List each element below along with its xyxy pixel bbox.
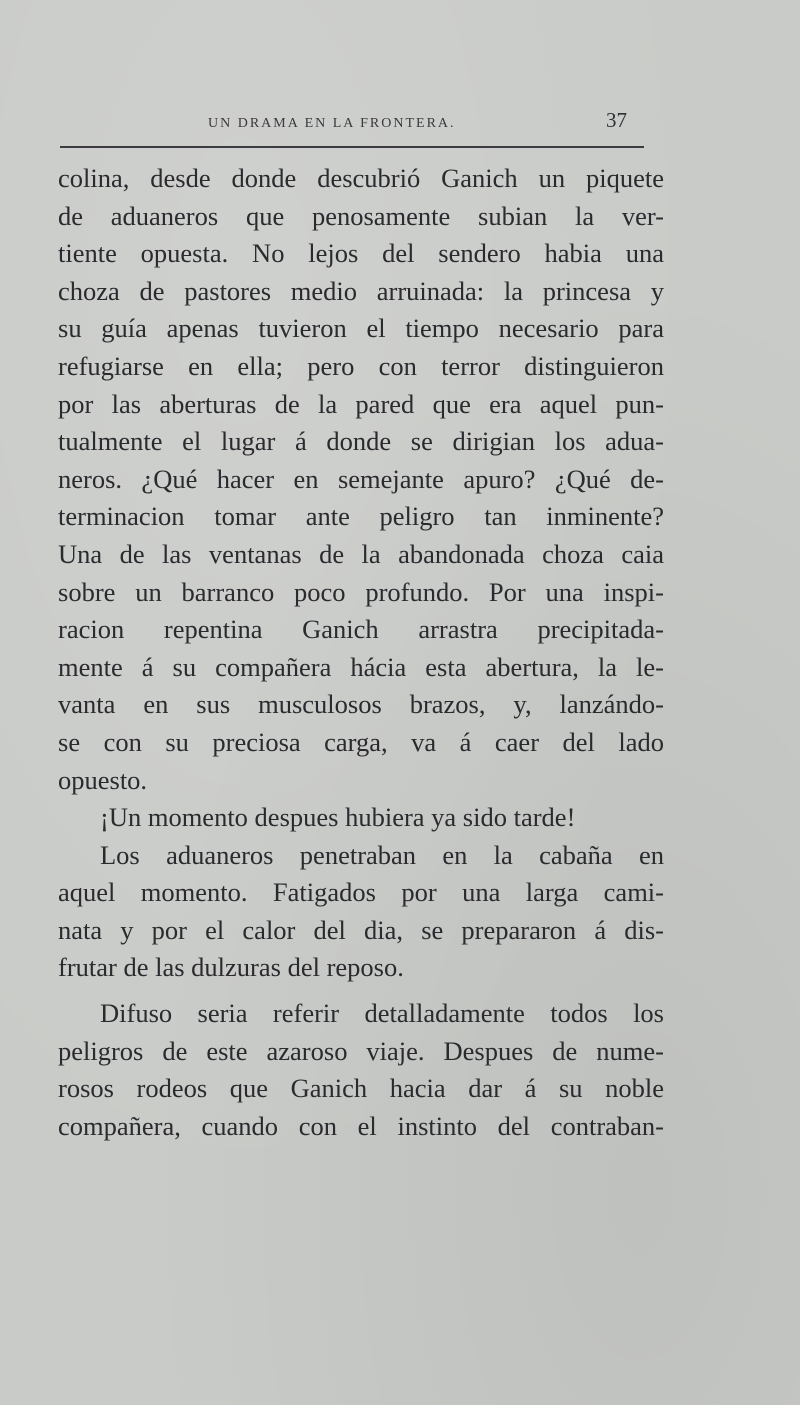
text-line: refugiarse en ella; pero con terror distinguieron [58, 350, 664, 381]
page-number: 37 [606, 108, 627, 132]
text-line: compañera, cuando con el instinto del contraban- [58, 1110, 664, 1141]
text-line: Difuso seria referir detalladamente todos los [100, 998, 664, 1029]
paragraph [58, 160, 664, 799]
text-line: su guía apenas tuvieron el tiempo necesario para [58, 313, 664, 344]
text-line: aquel momento. Fatigados por una larga cami- [58, 877, 664, 908]
text-line: choza de pastores medio arruinada: la princesa y [58, 275, 664, 306]
body-text [58, 160, 664, 1145]
text-line: de aduaneros que penosamente subian la ver- [58, 200, 664, 231]
header-rule [60, 146, 644, 148]
text-line: terminacion tomar ante peligro tan inminente? [58, 501, 664, 532]
text-line: frutar de las dulzuras del reposo. [58, 952, 404, 983]
running-title: UN DRAMA EN LA FRONTERA. [208, 116, 456, 131]
text-line: se con su preciosa carga, va á caer del lado [58, 726, 664, 757]
text-line: rosos rodeos que Ganich hacia dar á su noble [58, 1073, 664, 1104]
text-line: Una de las ventanas de la abandonada choza caia [58, 538, 664, 569]
text-line: racion repentina Ganich arrastra precipitada- [58, 614, 664, 645]
text-line: por las aberturas de la pared que era aquel pun- [58, 388, 664, 419]
paragraph [58, 995, 664, 1145]
text-line: Los aduaneros penetraban en la cabaña en [100, 839, 664, 870]
text-line: opuesto. [58, 764, 148, 795]
page-header [60, 108, 644, 148]
text-line: sobre un barranco poco profundo. Por una inspi- [58, 576, 664, 607]
text-line: nata y por el calor del dia, se prepararon á dis- [58, 914, 664, 945]
text-line: peligros de este azaroso viaje. Despues de nume- [58, 1035, 664, 1066]
text-line: ¡Un momento despues hubiera ya sido tarde! [100, 802, 576, 833]
text-line: tualmente el lugar á donde se dirigian los adua- [58, 426, 664, 457]
text-line: tiente opuesta. No lejos del sendero habia una [58, 238, 664, 269]
text-line: vanta en sus musculosos brazos, y, lanzándo- [58, 689, 664, 720]
paragraph-gap [58, 987, 664, 995]
paragraph [58, 799, 664, 837]
text-line: colina, desde donde descubrió Ganich un piquete [58, 163, 664, 193]
text-line: mente á su compañera hácia esta abertura, la le- [58, 651, 664, 682]
paragraph [58, 837, 664, 987]
text-line: neros. ¿Qué hacer en semejante apuro? ¿Qué de- [58, 463, 664, 494]
